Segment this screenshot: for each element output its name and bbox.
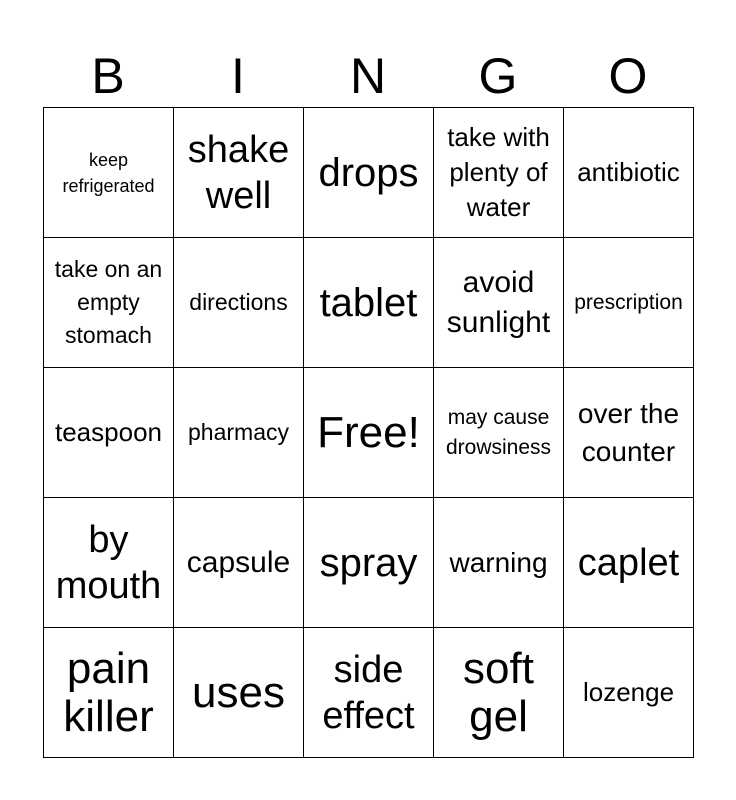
bingo-cell[interactable]: directions (174, 238, 304, 368)
header-letter-o: O (608, 48, 648, 104)
bingo-cell[interactable]: may cause drowsiness (434, 368, 564, 498)
bingo-cell[interactable]: pharmacy (174, 368, 304, 498)
board-row-1 (44, 108, 694, 238)
bingo-cell[interactable]: shake well (174, 108, 304, 238)
bingo-cell[interactable]: spray (304, 498, 434, 628)
bingo-cell[interactable]: capsule (174, 498, 304, 628)
header-letter-g: G (478, 48, 518, 104)
bingo-cell[interactable]: uses (174, 628, 304, 758)
bingo-cell[interactable]: over the counter (564, 368, 694, 498)
free-space-cell[interactable]: Free! (304, 368, 434, 498)
header-letter-i: I (231, 48, 245, 104)
bingo-header (43, 48, 693, 104)
bingo-cell[interactable]: prescription (564, 238, 694, 368)
bingo-cell[interactable]: keep refrigerated (44, 108, 174, 238)
bingo-cell[interactable]: avoid sunlight (434, 238, 564, 368)
bingo-cell[interactable]: take on an empty stomach (44, 238, 174, 368)
bingo-cell[interactable]: tablet (304, 238, 434, 368)
bingo-cell[interactable]: take with plenty of water (434, 108, 564, 238)
header-letter-b: B (91, 48, 125, 104)
bingo-cell[interactable]: antibiotic (564, 108, 694, 238)
board-row-2 (44, 238, 694, 368)
bingo-board (43, 107, 694, 758)
bingo-cell[interactable]: warning (434, 498, 564, 628)
board-row-4 (44, 498, 694, 628)
bingo-cell[interactable]: soft gel (434, 628, 564, 758)
bingo-cell[interactable]: pain killer (44, 628, 174, 758)
header-letter-n: N (349, 48, 387, 104)
bingo-cell[interactable]: lozenge (564, 628, 694, 758)
bingo-cell[interactable]: by mouth (44, 498, 174, 628)
bingo-cell[interactable]: teaspoon (44, 368, 174, 498)
board-row-3 (44, 368, 694, 498)
board-row-5 (44, 628, 694, 758)
bingo-cell[interactable]: drops (304, 108, 434, 238)
bingo-cell[interactable]: caplet (564, 498, 694, 628)
bingo-cell[interactable]: side effect (304, 628, 434, 758)
